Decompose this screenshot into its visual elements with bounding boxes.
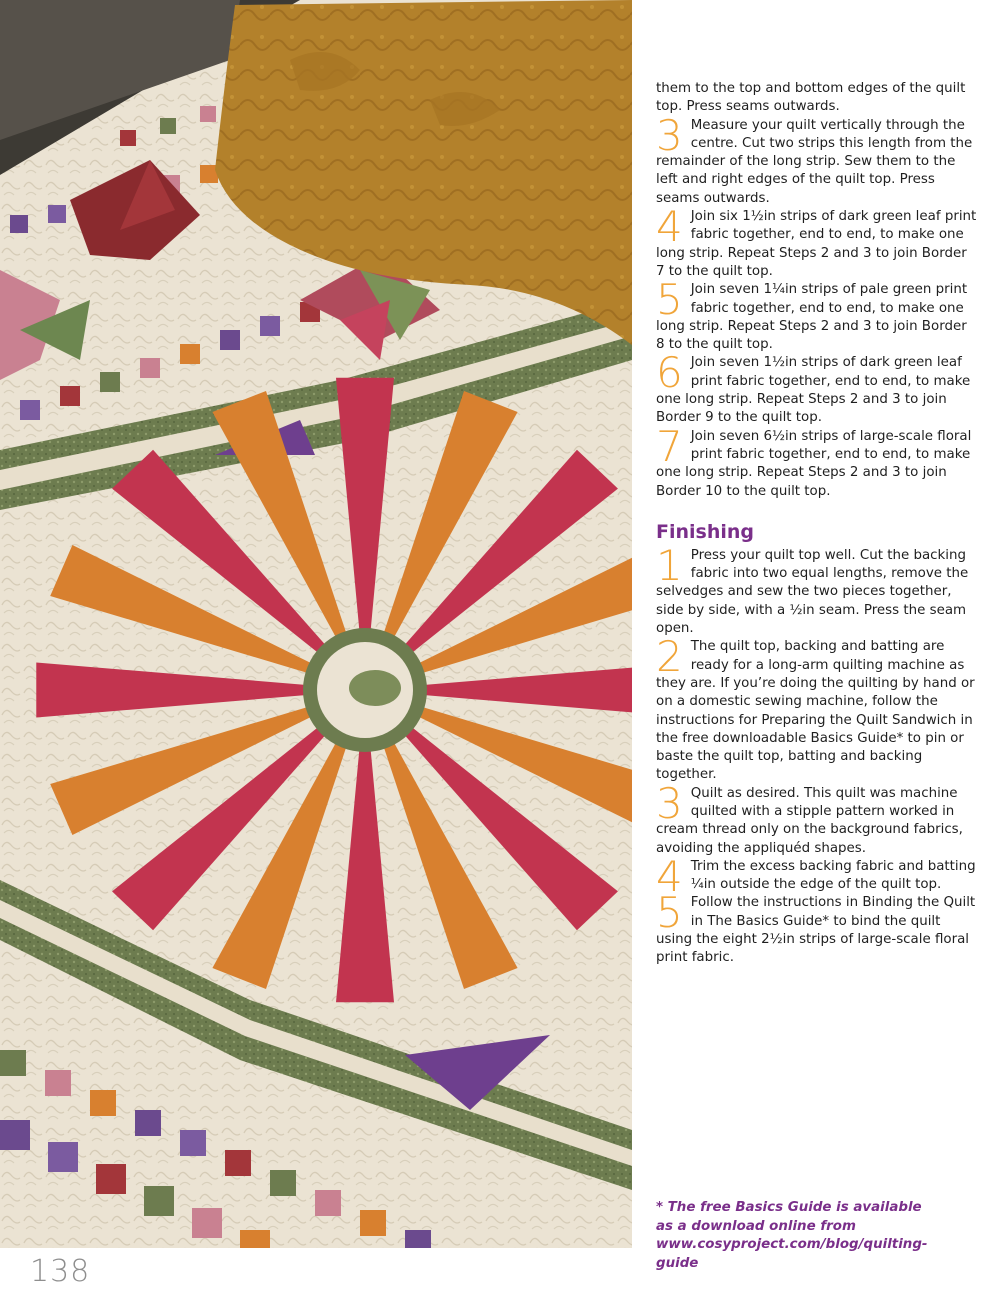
patch-square — [315, 1190, 341, 1216]
finishing-steps — [656, 540, 978, 968]
patch-square — [90, 1090, 116, 1116]
step-text: Join seven 1½in strips of dark green leaf print fabric together, end to end, to make one long strip. Repeat Steps 2 and 3 to join Border 9 to the quilt top. — [656, 355, 971, 426]
step-2 — [656, 632, 978, 784]
step-text: Trim the excess backing fabric and batting ¼in outside the edge of the quilt top. — [690, 858, 976, 893]
step-5 — [656, 275, 978, 354]
step-number: 3 — [656, 110, 683, 160]
patch-square — [405, 1230, 431, 1248]
step-3 — [656, 778, 978, 858]
step-text: Join seven 6½in strips of large-scale floral print fabric together, end to end, to make one long strip. Repeat Steps 2 and 3 to join Border 10 to the quilt top. — [656, 428, 972, 499]
step-text: Join six 1½in strips of dark green leaf print fabric together, end to end, to make one long strip. Repeat Steps 2 and 3 to join Border 7 to the quilt top. — [656, 209, 977, 279]
step-number: 2 — [656, 632, 683, 682]
step-number: 6 — [656, 348, 683, 398]
patch-square — [220, 330, 240, 350]
step-number: 4 — [656, 851, 683, 901]
patch-square — [96, 1164, 126, 1194]
patch-square — [180, 344, 200, 364]
step-1 — [656, 540, 978, 638]
page-number: 138 — [30, 1254, 91, 1289]
step-number: 1 — [656, 540, 683, 590]
patch-square — [100, 372, 120, 392]
patch-square — [140, 358, 160, 378]
footnote: * The free Basics Guide is available as a download online from www.cosyproject.com/blog/quilting-guide — [656, 1200, 928, 1271]
patch-square — [135, 1110, 161, 1136]
step-number: 5 — [656, 275, 683, 325]
patch-square — [360, 1210, 386, 1236]
instructions-column — [656, 80, 978, 968]
patch-square — [225, 1150, 251, 1176]
patch-square — [144, 1186, 174, 1216]
center-circle — [349, 670, 401, 706]
step-text: Press your quilt top well. Cut the backing fabric into two equal lengths, remove the selvedges and sew the two pieces together, side by side, with a ½in seam. Press the seam open. — [656, 547, 969, 637]
patch-square — [10, 215, 28, 233]
step-6 — [656, 348, 978, 427]
step-text: Measure your quilt vertically through the centre. Cut two strips this length from the remainder of the long strip. Sew them to the left and right edges of the quilt top. Press seams outwards. — [656, 117, 973, 206]
patch-square — [120, 130, 136, 146]
patch-square — [192, 1208, 222, 1238]
step-text: Join seven 1¼in strips of pale green print fabric together, end to end, to make one long strip. Repeat Steps 2 and 3 to join Border 8 to the quilt top. — [656, 282, 968, 353]
finishing-heading: Finishing — [656, 520, 755, 543]
step-number: 5 — [656, 888, 683, 938]
patch-square — [0, 1120, 30, 1150]
step-4 — [656, 851, 978, 901]
step-text: Follow the instructions in Binding the Quilt in The Basics Guide* to bind the quilt using the eight 2½in strips of large-scale floral print fabric. — [656, 895, 976, 966]
step-text: The quilt top, backing and batting are ready for a long-arm quilting machine as they are. If you’re doing the quilting by hand or on a domestic sewing machine, follow the instructions for Preparing the Quilt Sandwich in the free downloadable Basics Guide* to pin or baste the quilt top, batting and backing together. — [656, 639, 975, 783]
patch-square — [200, 106, 216, 122]
patch-square — [48, 1142, 78, 1172]
patch-square — [48, 205, 66, 223]
step-3 — [656, 110, 978, 208]
step-text: Quilt as desired. This quilt was machine quilted with a stipple pattern worked in cream thread only on the background fabrics, avoiding the appliquéd shapes. — [656, 785, 963, 856]
patch-square — [180, 1130, 206, 1156]
step-5 — [656, 888, 978, 967]
patch-square — [270, 1170, 296, 1196]
step-number: 7 — [656, 421, 683, 471]
patch-square — [260, 316, 280, 336]
borders-steps — [656, 110, 978, 501]
intro-paragraph: them to the top and bottom edges of the quilt top. Press seams outwards. — [656, 81, 966, 115]
patch-square — [160, 118, 176, 134]
step-number: 3 — [656, 778, 683, 828]
patch-square — [60, 386, 80, 406]
step-7 — [656, 421, 978, 501]
patch-square — [0, 1050, 26, 1076]
patch-square — [20, 400, 40, 420]
patch-square — [45, 1070, 71, 1096]
step-number: 4 — [656, 202, 683, 252]
step-4 — [656, 202, 978, 281]
patch-square — [240, 1230, 270, 1248]
